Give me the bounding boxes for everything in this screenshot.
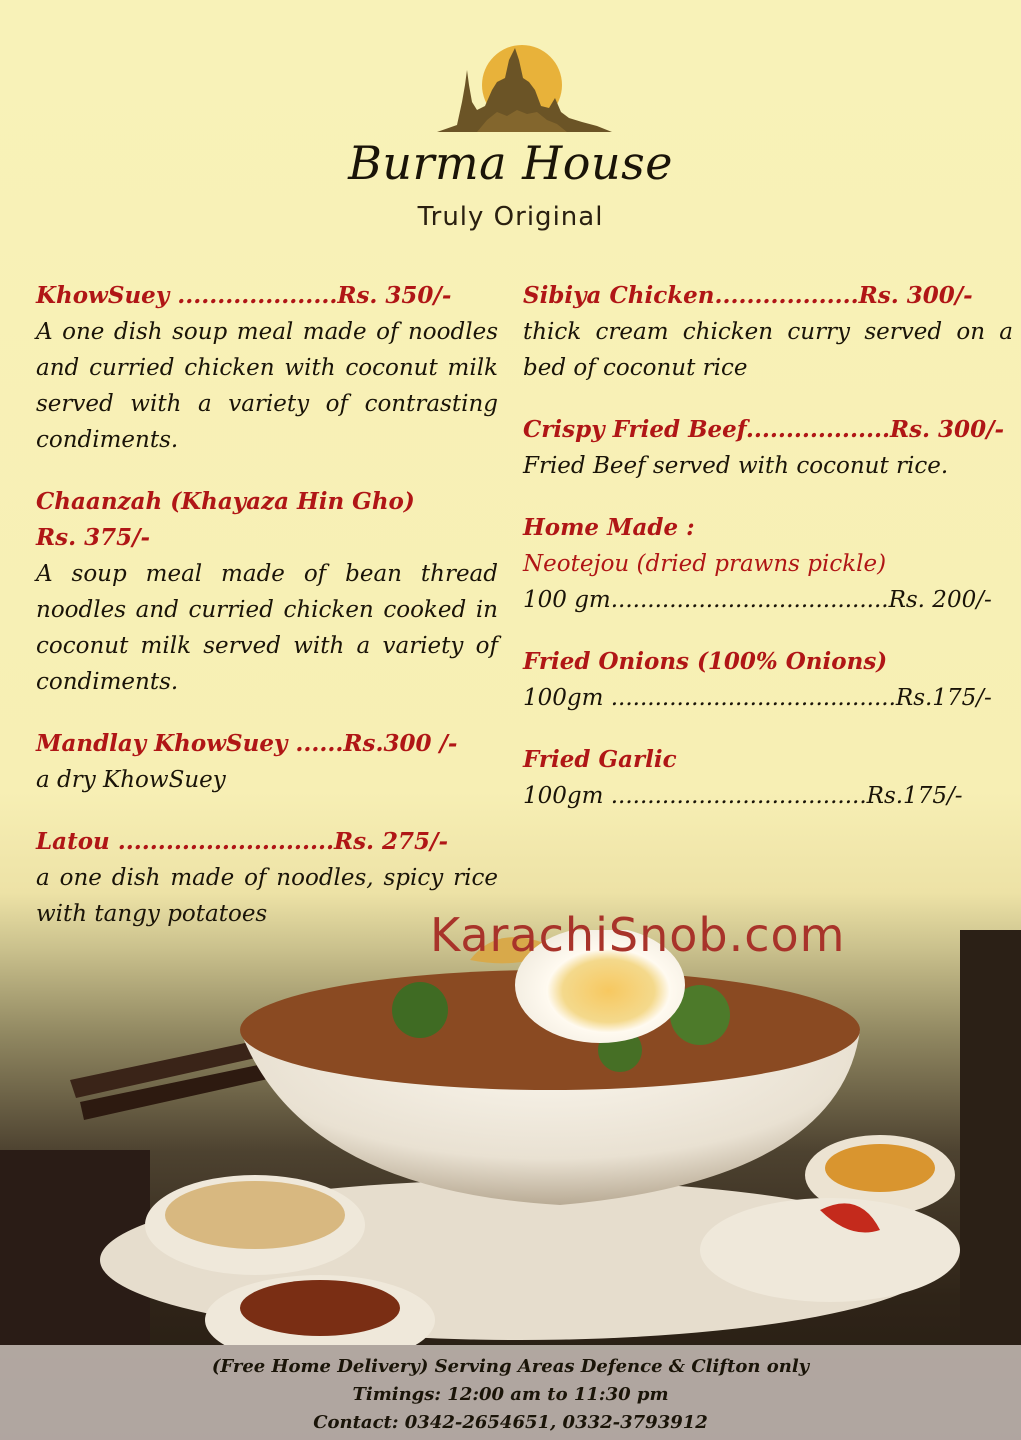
menu-item xyxy=(36,278,498,458)
menu-item-quantity-price: 100 gm......................................Rs. 200/- xyxy=(523,587,992,613)
contact-info: Contact: 0342-2654651, 0332-3793912 xyxy=(313,1412,708,1433)
menu-item-title: Fried Onions (100% Onions) xyxy=(523,648,888,675)
menu-item-title: KhowSuey ....................Rs. 350/- xyxy=(36,282,452,309)
menu-item-description: A one dish soup meal made of noodles and curried chicken with coconut milk served with a variety of contrasting condiments. xyxy=(36,319,498,453)
restaurant-tagline: Truly Original xyxy=(417,202,604,232)
restaurant-name: Burma House xyxy=(348,136,673,190)
footer-info xyxy=(0,1345,1021,1440)
menu-item-title: Latou ...........................Rs. 275/- xyxy=(36,828,449,855)
food-bowl-photo xyxy=(0,930,1021,1345)
menu-item-title: Mandlay KhowSuey ......Rs.300 /- xyxy=(36,730,458,757)
website-watermark: KarachiSnob.com xyxy=(430,908,846,962)
delivery-info: (Free Home Delivery) Serving Areas Defence & Clifton only xyxy=(211,1356,810,1377)
menu-item-title: Fried Garlic xyxy=(523,746,677,773)
menu-item-description: Fried Beef served with coconut rice. xyxy=(523,453,949,479)
menu-item-description: thick cream chicken curry served on a bed of coconut rice xyxy=(523,319,1013,381)
menu-item xyxy=(523,644,1013,716)
menu-right-column xyxy=(523,278,1013,840)
menu-item-title: Sibiya Chicken..................Rs. 300/- xyxy=(523,282,973,309)
menu-item-title: Chaanzah (Khayaza Hin Gho) xyxy=(36,488,415,515)
menu-item xyxy=(523,412,1013,484)
menu-item xyxy=(523,510,1013,618)
menu-item-description: a one dish made of noodles, spicy rice with tangy potatoes xyxy=(36,865,498,927)
menu-item-subtitle: Neotejou (dried prawns pickle) xyxy=(523,551,887,577)
menu-item-description: a dry KhowSuey xyxy=(36,767,226,793)
menu-item-price: Rs. 375/- xyxy=(36,524,151,551)
menu-item xyxy=(523,742,1013,814)
menu-item xyxy=(36,726,498,798)
menu-item xyxy=(36,484,498,700)
menu-item xyxy=(36,824,498,932)
pagoda-logo-icon xyxy=(437,40,612,135)
menu-item-quantity-price: 100gm .......................................Rs.175/- xyxy=(523,685,992,711)
timings-info: Timings: 12:00 am to 11:30 pm xyxy=(352,1384,669,1405)
menu-item-title: Home Made : xyxy=(523,514,695,541)
menu-left-column xyxy=(36,278,498,958)
menu-item xyxy=(523,278,1013,386)
menu-item-description: A soup meal made of bean thread noodles and curried chicken cooked in coconut milk served with a variety of condiments. xyxy=(36,561,498,695)
menu-item-quantity-price: 100gm ...................................Rs.175/- xyxy=(523,783,963,809)
menu-item-title: Crispy Fried Beef..................Rs. 300/- xyxy=(523,416,1005,443)
